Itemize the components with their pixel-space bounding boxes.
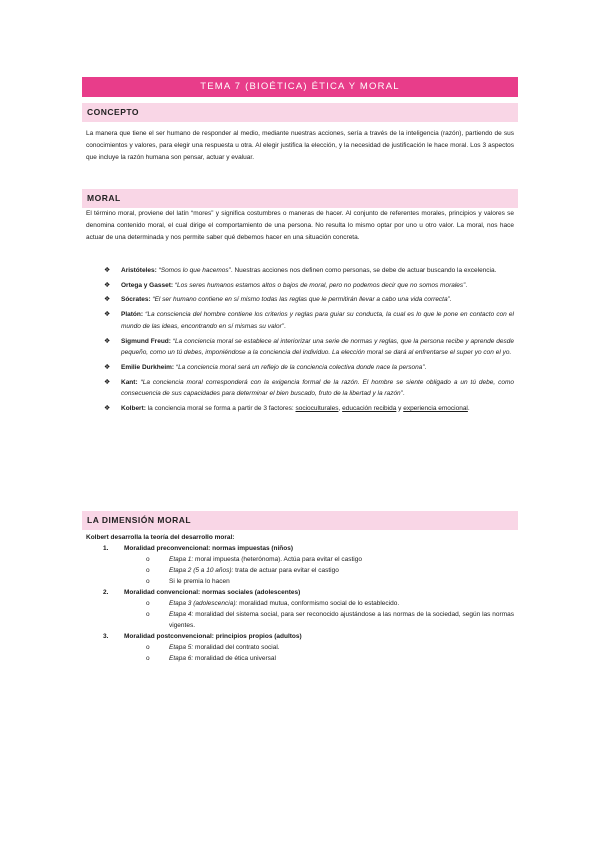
factor-sociocultural: socioculturales <box>295 405 339 413</box>
section-heading-moral: MORAL <box>82 189 518 208</box>
stage-item <box>143 554 514 565</box>
stage-name: Etapa 4: <box>169 611 194 618</box>
moral-development-levels <box>103 543 514 664</box>
dimension-intro: Kolbert desarrolla la teoría del desarrollo moral: <box>86 534 235 541</box>
stage-name: Etapa 2 (5 a 10 años): <box>169 567 234 574</box>
circle-bullet-icon: o <box>146 611 150 618</box>
stage-item <box>143 576 514 587</box>
diamond-bullet-icon: ❖ <box>104 281 111 289</box>
diamond-bullet-icon: ❖ <box>104 337 111 345</box>
stage-description: moralidad mutua, conformismo social de lo establecido. <box>237 600 400 607</box>
author-name: Platón: <box>121 311 144 319</box>
author-quote: “La conciencia moral se establece al interiorizar una serie de normas y reglas, que la persona recibe y aprende desde pequeño, como un tú debes, imponiéndose a la conciencia del individuo. La elección moral se dará al enfrentarse el super yo con el yo. <box>121 337 514 357</box>
stage-description: Si le premia lo hacen <box>169 578 230 585</box>
stage-list <box>124 642 514 664</box>
stage-item <box>143 653 514 664</box>
author-quote: “La conciencia moral será un reflejo de la conciencia colectiva donde nace la persona” <box>174 363 425 371</box>
author-quote: “La consciencia del hombre contiene los criterios y reglas para guiar su conducta, la cual es lo que le pone en contacto con el mundo de las ideas, encontrando en sí mismas su valor” <box>121 311 514 330</box>
circle-bullet-icon: o <box>146 655 150 662</box>
stage-description: moralidad del contrato social. <box>193 644 280 651</box>
author-name: Sigmund Freud: <box>121 337 171 345</box>
separator: y <box>396 405 404 413</box>
stage-description: moralidad de ética universal <box>193 655 276 662</box>
level-item <box>103 631 514 664</box>
author-name: Kolbert: <box>121 405 146 413</box>
level-label: Moralidad preconvencional: normas impuestas (niños) <box>124 545 294 552</box>
page-title: TEMA 7 (BIOÉTICA) ÉTICA Y MORAL <box>82 77 518 97</box>
level-number: 3. <box>103 633 109 640</box>
list-item <box>104 377 514 400</box>
diamond-bullet-icon: ❖ <box>104 378 111 386</box>
stage-name: Etapa 6: <box>169 655 194 662</box>
level-label: Moralidad postconvencional: principios propios (adultos) <box>124 633 302 640</box>
author-note: . Nuestras acciones nos definen como personas, se debe de actuar buscando la excelencia. <box>230 267 497 274</box>
factor-emotional: experiencia emocional <box>403 405 468 413</box>
author-note: . <box>402 390 405 398</box>
diamond-bullet-icon: ❖ <box>104 363 111 371</box>
author-quote: “Los seres humanos estamos altos o bajos de moral, pero no podemos decir que no somos morales” <box>173 281 466 289</box>
circle-bullet-icon: o <box>146 578 150 585</box>
list-item <box>104 280 514 292</box>
circle-bullet-icon: o <box>146 567 150 574</box>
list-item <box>104 362 514 374</box>
stage-list <box>124 598 514 631</box>
stage-description: moralidad del sistema social, para ser reconocido ajustándose a las normas de la sociedad, según las normas vigentes. <box>169 611 514 629</box>
factor-education: educación recibida <box>342 405 397 413</box>
moral-authors-list <box>104 265 514 418</box>
stage-name: Etapa 3 (adolescencia): <box>169 600 238 607</box>
circle-bullet-icon: o <box>146 600 150 607</box>
author-note: . <box>424 363 427 371</box>
concepto-paragraph: La manera que tiene el ser humano de responder al medio, mediante nuestras acciones, sería a través de la inteligencia (razón), partiendo de sus conocimientos y valores, para elegir una respuesta u otra. Al elegir justifica la elección, y la necesidad de justificación le hace moral. Los 3 aspectos que incluye la razón humana son pensar, actuar y evaluar. <box>86 130 514 161</box>
level-item <box>103 587 514 631</box>
section-heading-concepto: CONCEPTO <box>82 103 518 122</box>
moral-paragraph: El término moral, proviene del latín “mores” y significa costumbres o maneras de hacer. Al conjunto de referentes morales, principios y valores se denomina contenido moral, el cual dirige el comportamiento de una persona. No resulta lo mismo optar por uno u otro valor. La moral, nos hace actuar de una determinada y nos permite saber qué debemos hacer en una situación concreta. <box>86 210 514 241</box>
author-name: Sócrates: <box>121 296 151 304</box>
stage-description: trata de actuar para evitar el castigo <box>233 567 339 574</box>
author-quote: “El ser humano contiene en sí mismo todas las reglas que le permitirán llevar a cabo una vida correcta” <box>150 296 450 304</box>
level-label: Moralidad convencional: normas sociales (adolescentes) <box>124 589 301 596</box>
author-note: . <box>449 296 452 304</box>
separator: , <box>338 405 343 413</box>
list-item <box>104 403 514 415</box>
author-quote: “La conciencia moral corresponderá con la exigencia formal de la razón. El hombre se siente obligado a un tú debe, como consecuencia de sus capacidades para determinar el bien buscado, fruto de la libertad y la razón” <box>121 378 514 398</box>
diamond-bullet-icon: ❖ <box>104 267 111 274</box>
diamond-bullet-icon: ❖ <box>104 405 111 413</box>
author-note: . <box>283 322 286 330</box>
stage-description: moral impuesta (heterónoma). Actúa para evitar el castigo <box>193 556 362 563</box>
author-note: . <box>465 281 468 289</box>
separator: . <box>467 405 470 413</box>
stage-item <box>143 609 514 631</box>
stage-list <box>124 554 514 587</box>
circle-bullet-icon: o <box>146 556 150 563</box>
section-heading-dimension-moral: LA DIMENSIÓN MORAL <box>82 511 518 530</box>
stage-item <box>143 642 514 653</box>
stage-name: Etapa 1: <box>169 556 194 563</box>
list-item <box>104 294 514 306</box>
author-name: Kant: <box>121 378 138 386</box>
list-item <box>104 336 514 359</box>
author-name: Aristóteles: <box>121 267 157 274</box>
author-quote: “Somos lo que hacemos” <box>156 267 231 274</box>
diamond-bullet-icon: ❖ <box>104 311 111 319</box>
diamond-bullet-icon: ❖ <box>104 296 111 304</box>
stage-item <box>143 598 514 609</box>
list-item <box>104 309 514 332</box>
circle-bullet-icon: o <box>146 644 150 651</box>
author-name: Emilie Durkheim: <box>121 363 175 371</box>
level-item <box>103 543 514 587</box>
level-number: 1. <box>103 545 109 552</box>
author-name: Ortega y Gasset: <box>121 281 174 289</box>
level-number: 2. <box>103 589 109 596</box>
author-note: la conciencia moral se forma a partir de 3 factores: <box>145 405 296 413</box>
stage-item <box>143 565 514 576</box>
list-item <box>104 265 514 277</box>
stage-name: Etapa 5: <box>169 644 194 651</box>
